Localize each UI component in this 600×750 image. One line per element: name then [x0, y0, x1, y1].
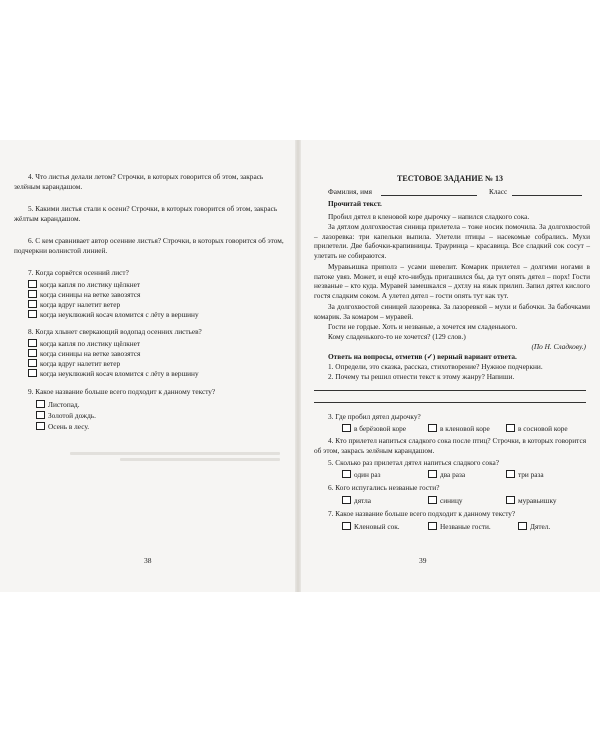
faint-bleed-through	[120, 458, 280, 461]
checkbox[interactable]	[342, 496, 351, 504]
checkbox[interactable]	[342, 522, 351, 530]
q6-option[interactable]: муравьишку	[506, 496, 557, 506]
read-instruction: Прочитай текст.	[328, 199, 382, 208]
text-paragraph-6: Кому сладенького-то не хочется? (129 слов.)	[328, 332, 466, 341]
answer-instruction: Ответь на вопросы, отметив (✓) верный вариант ответа.	[328, 352, 517, 361]
page-number: 39	[419, 556, 427, 565]
checkbox[interactable]	[28, 290, 37, 298]
name-field[interactable]	[381, 195, 477, 196]
q5-option[interactable]: один раз	[342, 470, 381, 480]
class-field[interactable]	[512, 195, 582, 196]
checkbox[interactable]	[28, 339, 37, 347]
q3-option[interactable]: в сосновой коре	[506, 424, 568, 434]
right-question-1: 1. Определи, это сказка, рассказ, стихотворение? Нужное подчеркни.	[328, 362, 543, 371]
text-author: (По Н. Сладкову.)	[531, 342, 586, 351]
checkbox[interactable]	[428, 470, 437, 478]
text-paragraph-5: Гости не гордые. Хоть и незваные, а хочется им сладенького.	[328, 322, 518, 331]
left-question-5: 5. Какими листья стали к осени? Строчки, в которых говорится об этом, закрась жёлтым карандашом.	[14, 204, 278, 223]
q6-option[interactable]: синицу	[428, 496, 463, 506]
q5-option[interactable]: два раза	[428, 470, 465, 480]
left-q8-option[interactable]: когда капля по листику щёлкнет	[28, 339, 140, 349]
left-q7-option[interactable]: когда синицы на ветке завозятся	[28, 290, 140, 300]
left-q9-option[interactable]: Золотой дождь.	[36, 411, 96, 421]
checkbox[interactable]	[342, 470, 351, 478]
right-question-3-title: 3. Где пробил дятел дырочку?	[328, 412, 421, 421]
text-paragraph-1: Пробил дятел в кленовой коре дырочку – напился сладкого сока.	[328, 212, 530, 221]
right-question-5-title: 5. Сколько раз прилетал дятел напиться сладкого сока?	[328, 458, 499, 467]
name-label: Фамилия, имя	[328, 187, 372, 196]
checkbox[interactable]	[506, 496, 515, 504]
q7-option[interactable]: Дятел.	[518, 522, 550, 532]
left-question-4: 4. Что листья делали летом? Строчки, в которых говорится об этом, закрась зелёным карандашом.	[14, 172, 264, 191]
class-label: Класс	[489, 187, 508, 196]
left-q8-option[interactable]: когда неуклюжий косач вломится с лёту в вершину	[28, 369, 199, 379]
right-question-7-title: 7. Какое название больше всего подходит к данному тексту?	[328, 509, 516, 518]
q6-option[interactable]: дятла	[342, 496, 371, 506]
left-q8-option[interactable]: когда вдруг налетит ветер	[28, 359, 120, 369]
book-spread	[0, 140, 600, 592]
left-q9-option[interactable]: Листопад.	[36, 400, 80, 410]
q7-option[interactable]: Незваные гости.	[428, 522, 491, 532]
checkbox[interactable]	[506, 424, 515, 432]
left-q7-option[interactable]: когда капля по листику щёлкнет	[28, 280, 140, 290]
right-question-6-title: 6. Кого испугались незваные гости?	[328, 483, 440, 492]
faint-bleed-through	[70, 452, 280, 455]
checkbox[interactable]	[28, 310, 37, 318]
checkbox[interactable]	[28, 280, 37, 288]
answer-line[interactable]	[314, 390, 586, 391]
checkbox[interactable]	[28, 349, 37, 357]
checkbox[interactable]	[36, 411, 45, 419]
q3-option[interactable]: в берёзовой коре	[342, 424, 406, 434]
left-page	[0, 140, 296, 592]
test-title: ТЕСТОВОЕ ЗАДАНИЕ № 13	[397, 174, 503, 183]
checkbox[interactable]	[36, 400, 45, 408]
text-paragraph-2: За дятлом долгохвостая синица прилетела – тоже носик помочила. За долгохвостой – лазоревка: три капельки выпила. Улетели птицы – насекомые собрались. Мухи прилетели. Две бабочки-крапивницы. Трауринца – красавица. Все сладкий сок сосут – улетать не собираются.	[314, 222, 590, 260]
q7-option[interactable]: Кленовый сок.	[342, 522, 400, 532]
left-question-6: 6. С кем сравнивает автор осенние листья? Строчки, в которых говорится об этом, подчеркни волнистой линией.	[14, 236, 284, 255]
text-paragraph-3: Муравьишка приполз – усами шевелит. Комарик прилетел – долгими ногами в патоке увяз. Может, и ещё кто-нибудь пригашился бы, да тут опять дятел – порх! Гости незваные – кто куда. Муравей замешкался – дхтлу на язык прилип. Запил дятел кислого гостя сладким соком. А улетел дятел – гости опять тут как тут.	[314, 262, 590, 300]
checkbox[interactable]	[342, 424, 351, 432]
checkbox[interactable]	[36, 422, 45, 430]
q3-option[interactable]: в кленовой коре	[428, 424, 490, 434]
left-q7-option[interactable]: когда неуклюжий косач вломится с лёту в вершину	[28, 310, 199, 320]
q5-option[interactable]: три раза	[506, 470, 544, 480]
page-number: 38	[144, 556, 152, 565]
left-question-7-title: 7. Когда сорвётся осенний лист?	[28, 268, 129, 277]
checkbox[interactable]	[28, 359, 37, 367]
checkbox[interactable]	[428, 522, 437, 530]
right-question-4: 4. Кто прилетел напиться сладкого сока после птиц? Строчки, в которых говорится об этом, закрась зелёным карандашом.	[314, 436, 587, 455]
checkbox[interactable]	[428, 424, 437, 432]
checkbox[interactable]	[518, 522, 527, 530]
right-page	[300, 140, 600, 592]
left-q8-option[interactable]: когда синицы на ветке завозятся	[28, 349, 140, 359]
right-question-2: 2. Почему ты решил отнести текст к этому жанру? Напиши.	[328, 372, 515, 381]
left-q9-option[interactable]: Осень в лесу.	[36, 422, 89, 432]
checkbox[interactable]	[28, 369, 37, 377]
left-question-9-title: 9. Какое название больше всего подходит к данному тексту?	[28, 387, 216, 396]
left-q7-option[interactable]: когда вдруг налетит ветер	[28, 300, 120, 310]
text-paragraph-4: За долгохвостой синицей лазоревка. За лазоревкой – мухи и бабочки. За бабочками комарик. За комаром – муравей.	[314, 302, 590, 321]
checkbox[interactable]	[506, 470, 515, 478]
answer-line[interactable]	[314, 402, 586, 403]
checkbox[interactable]	[428, 496, 437, 504]
left-question-8-title: 8. Когда хлынет сверкающий водопад осенних листьев?	[28, 327, 202, 336]
checkbox[interactable]	[28, 300, 37, 308]
